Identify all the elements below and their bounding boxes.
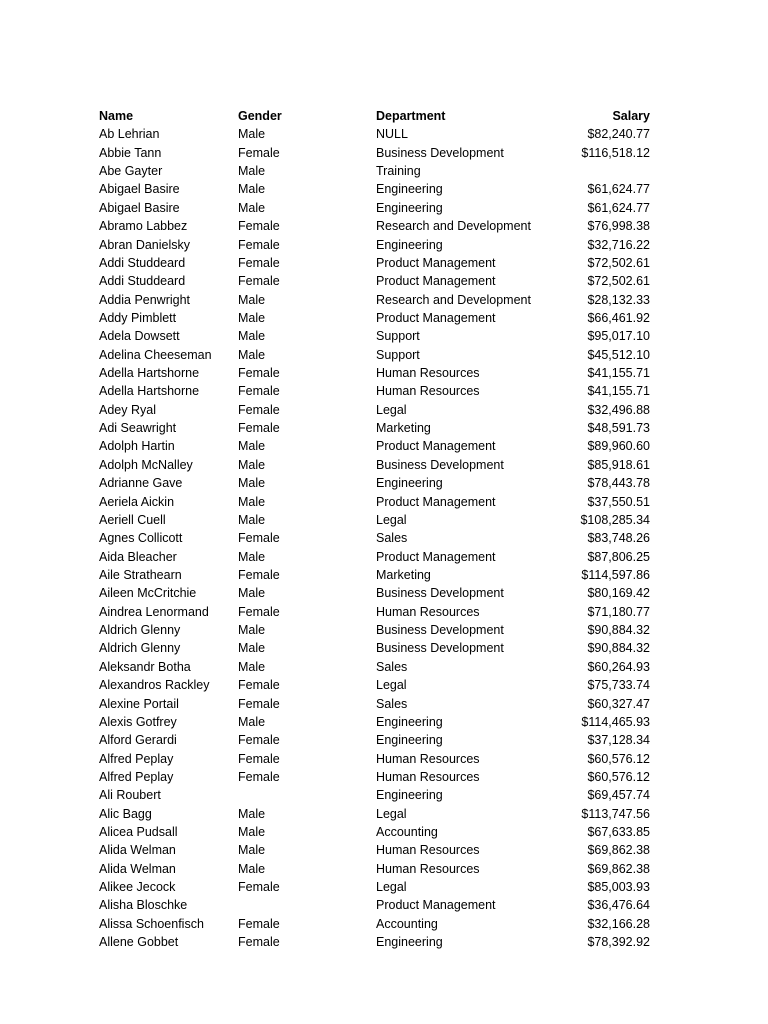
cell-salary: $114,597.86 bbox=[581, 567, 650, 582]
table-row bbox=[99, 768, 659, 786]
table-row bbox=[99, 437, 659, 455]
cell-salary: $37,128.34 bbox=[587, 733, 650, 748]
table-row bbox=[99, 309, 659, 327]
cell-name: Alfred Peplay bbox=[99, 769, 174, 784]
cell-salary: $66,461.92 bbox=[587, 310, 650, 325]
table-row bbox=[99, 291, 659, 309]
cell-salary: $83,748.26 bbox=[587, 531, 650, 546]
cell-salary: $90,884.32 bbox=[587, 641, 650, 656]
cell-department: Engineering bbox=[376, 237, 443, 252]
cell-name: Adolph Hartin bbox=[99, 439, 175, 454]
cell-salary: $69,862.38 bbox=[587, 861, 650, 876]
table-row bbox=[99, 566, 659, 584]
cell-salary: $60,327.47 bbox=[587, 696, 650, 711]
cell-salary: $71,180.77 bbox=[587, 604, 650, 619]
cell-gender: Female bbox=[238, 531, 280, 546]
cell-salary: $60,576.12 bbox=[587, 751, 650, 766]
table-row bbox=[99, 217, 659, 235]
cell-salary: $60,264.93 bbox=[587, 659, 650, 674]
cell-name: Addi Studdeard bbox=[99, 255, 186, 270]
cell-department: Product Management bbox=[376, 439, 496, 454]
cell-name: Abran Danielsky bbox=[99, 237, 191, 252]
cell-gender: Female bbox=[238, 916, 280, 931]
table-row bbox=[99, 878, 659, 896]
cell-salary: $32,166.28 bbox=[587, 916, 650, 931]
cell-department: Product Management bbox=[376, 898, 496, 913]
cell-salary: $45,512.10 bbox=[587, 347, 650, 362]
cell-gender: Male bbox=[238, 512, 266, 527]
table-row bbox=[99, 493, 659, 511]
cell-gender: Female bbox=[238, 237, 280, 252]
cell-salary: $116,518.12 bbox=[581, 145, 650, 160]
table-row bbox=[99, 327, 659, 345]
table-row bbox=[99, 731, 659, 749]
cell-salary: $85,003.93 bbox=[587, 880, 650, 895]
table-row bbox=[99, 639, 659, 657]
cell-salary: $89,960.60 bbox=[587, 439, 650, 454]
table-row bbox=[99, 401, 659, 419]
cell-name: Aldrich Glenny bbox=[99, 641, 181, 656]
cell-department: Product Management bbox=[376, 255, 496, 270]
cell-salary: $41,155.71 bbox=[587, 366, 650, 381]
cell-gender: Male bbox=[238, 861, 266, 876]
cell-salary: $69,457.74 bbox=[587, 788, 650, 803]
table-row bbox=[99, 144, 659, 162]
cell-name: Adella Hartshorne bbox=[99, 366, 200, 381]
cell-salary: $69,862.38 bbox=[587, 843, 650, 858]
cell-salary: $48,591.73 bbox=[587, 421, 650, 436]
cell-name: Addi Studdeard bbox=[99, 274, 186, 289]
table-row bbox=[99, 548, 659, 566]
cell-name: Aeriela Aickin bbox=[99, 494, 175, 509]
cell-gender: Female bbox=[238, 219, 280, 234]
cell-department: Human Resources bbox=[376, 366, 480, 381]
cell-name: Alissa Schoenfisch bbox=[99, 916, 204, 931]
cell-gender: Female bbox=[238, 935, 280, 950]
cell-name: Adelina Cheeseman bbox=[99, 347, 212, 362]
cell-gender: Male bbox=[238, 586, 266, 601]
cell-name: Adolph McNalley bbox=[99, 457, 193, 472]
cell-name: Aleksandr Botha bbox=[99, 659, 191, 674]
cell-gender: Female bbox=[238, 751, 280, 766]
cell-department: Human Resources bbox=[376, 769, 480, 784]
cell-name: Alikee Jecock bbox=[99, 880, 176, 895]
cell-department: Engineering bbox=[376, 182, 443, 197]
cell-name: Abigael Basire bbox=[99, 200, 180, 215]
cell-department: Engineering bbox=[376, 476, 443, 491]
cell-gender: Male bbox=[238, 549, 266, 564]
cell-name: Aile Strathearn bbox=[99, 567, 182, 582]
cell-name: Alisha Bloschke bbox=[99, 898, 188, 913]
cell-name: Alic Bagg bbox=[99, 806, 152, 821]
cell-gender: Female bbox=[238, 274, 280, 289]
cell-department: Business Development bbox=[376, 623, 504, 638]
table-row bbox=[99, 896, 659, 914]
table-row bbox=[99, 695, 659, 713]
cell-department: Legal bbox=[376, 806, 407, 821]
table-row bbox=[99, 419, 659, 437]
table-row bbox=[99, 915, 659, 933]
cell-department: Human Resources bbox=[376, 384, 480, 399]
cell-gender: Female bbox=[238, 366, 280, 381]
cell-gender: Female bbox=[238, 678, 280, 693]
cell-gender: Male bbox=[238, 843, 266, 858]
cell-salary: $95,017.10 bbox=[587, 329, 650, 344]
cell-gender: Female bbox=[238, 145, 280, 160]
cell-department: Business Development bbox=[376, 586, 504, 601]
cell-name: Abigael Basire bbox=[99, 182, 180, 197]
cell-gender: Male bbox=[238, 182, 266, 197]
cell-name: Ali Roubert bbox=[99, 788, 161, 803]
cell-department: Product Management bbox=[376, 310, 496, 325]
table-row bbox=[99, 621, 659, 639]
cell-salary: $41,155.71 bbox=[587, 384, 650, 399]
table-row bbox=[99, 382, 659, 400]
cell-department: Product Management bbox=[376, 549, 496, 564]
cell-salary: $36,476.64 bbox=[587, 898, 650, 913]
cell-department: Marketing bbox=[376, 567, 431, 582]
cell-department: Engineering bbox=[376, 935, 443, 950]
column-header-salary: Salary bbox=[612, 109, 650, 123]
cell-name: Alida Welman bbox=[99, 861, 176, 876]
cell-name: Addia Penwright bbox=[99, 292, 191, 307]
table-row bbox=[99, 786, 659, 804]
cell-name: Alexandros Rackley bbox=[99, 678, 210, 693]
cell-name: Alford Gerardi bbox=[99, 733, 177, 748]
cell-gender: Female bbox=[238, 567, 280, 582]
cell-salary: $61,624.77 bbox=[587, 200, 650, 215]
cell-name: Aldrich Glenny bbox=[99, 623, 181, 638]
employee-table bbox=[99, 107, 659, 952]
cell-salary: $67,633.85 bbox=[587, 825, 650, 840]
column-header-gender: Gender bbox=[238, 109, 282, 123]
cell-salary: $28,132.33 bbox=[587, 292, 650, 307]
cell-gender: Female bbox=[238, 402, 280, 417]
cell-department: Human Resources bbox=[376, 861, 480, 876]
cell-salary: $90,884.32 bbox=[587, 623, 650, 638]
cell-gender: Male bbox=[238, 714, 266, 729]
cell-name: Adey Ryal bbox=[99, 402, 156, 417]
cell-department: Accounting bbox=[376, 825, 438, 840]
cell-department: Business Development bbox=[376, 457, 504, 472]
cell-department: Sales bbox=[376, 531, 408, 546]
table-row bbox=[99, 511, 659, 529]
cell-name: Alexine Portail bbox=[99, 696, 179, 711]
table-row bbox=[99, 860, 659, 878]
cell-gender: Female bbox=[238, 604, 280, 619]
cell-gender: Male bbox=[238, 476, 266, 491]
cell-gender: Male bbox=[238, 200, 266, 215]
table-row bbox=[99, 346, 659, 364]
cell-department: Human Resources bbox=[376, 604, 480, 619]
cell-salary: $82,240.77 bbox=[587, 127, 650, 142]
table-body bbox=[99, 125, 659, 951]
table-row bbox=[99, 658, 659, 676]
cell-name: Adella Hartshorne bbox=[99, 384, 200, 399]
cell-name: Adela Dowsett bbox=[99, 329, 180, 344]
cell-gender: Male bbox=[238, 806, 266, 821]
table-row bbox=[99, 529, 659, 547]
cell-gender: Female bbox=[238, 384, 280, 399]
cell-gender: Female bbox=[238, 880, 280, 895]
column-header-name: Name bbox=[99, 109, 134, 123]
table-row bbox=[99, 841, 659, 859]
cell-salary: $60,576.12 bbox=[587, 769, 650, 784]
cell-department: Product Management bbox=[376, 274, 496, 289]
cell-department: NULL bbox=[376, 127, 408, 142]
table-row bbox=[99, 676, 659, 694]
table-row bbox=[99, 823, 659, 841]
cell-department: Legal bbox=[376, 402, 407, 417]
cell-name: Abbie Tann bbox=[99, 145, 162, 160]
table-row bbox=[99, 236, 659, 254]
cell-salary: $87,806.25 bbox=[587, 549, 650, 564]
table-row bbox=[99, 456, 659, 474]
cell-name: Aida Bleacher bbox=[99, 549, 177, 564]
cell-gender: Female bbox=[238, 733, 280, 748]
cell-gender: Male bbox=[238, 310, 266, 325]
cell-department: Engineering bbox=[376, 788, 443, 803]
cell-department: Business Development bbox=[376, 145, 504, 160]
cell-department: Legal bbox=[376, 512, 407, 527]
cell-salary: $32,496.88 bbox=[587, 402, 650, 417]
cell-department: Accounting bbox=[376, 916, 438, 931]
cell-department: Business Development bbox=[376, 641, 504, 656]
cell-salary: $78,443.78 bbox=[587, 476, 650, 491]
cell-gender: Male bbox=[238, 659, 266, 674]
cell-department: Legal bbox=[376, 678, 407, 693]
cell-salary: $78,392.92 bbox=[587, 935, 650, 950]
table-row bbox=[99, 750, 659, 768]
cell-gender: Male bbox=[238, 329, 266, 344]
cell-name: Allene Gobbet bbox=[99, 935, 179, 950]
cell-gender: Male bbox=[238, 641, 266, 656]
cell-department: Human Resources bbox=[376, 843, 480, 858]
cell-gender: Male bbox=[238, 494, 266, 509]
cell-gender: Female bbox=[238, 255, 280, 270]
table-row bbox=[99, 584, 659, 602]
cell-salary: $61,624.77 bbox=[587, 182, 650, 197]
cell-salary: $108,285.34 bbox=[580, 512, 650, 527]
cell-department: Support bbox=[376, 347, 420, 362]
table-row bbox=[99, 199, 659, 217]
cell-department: Engineering bbox=[376, 733, 443, 748]
cell-salary: $114,465.93 bbox=[581, 714, 650, 729]
cell-salary: $80,169.42 bbox=[587, 586, 650, 601]
cell-department: Sales bbox=[376, 659, 408, 674]
table-row bbox=[99, 364, 659, 382]
cell-department: Research and Development bbox=[376, 292, 531, 307]
cell-name: Ab Lehrian bbox=[99, 127, 160, 142]
cell-salary: $72,502.61 bbox=[587, 255, 650, 270]
cell-department: Legal bbox=[376, 880, 407, 895]
cell-gender: Female bbox=[238, 769, 280, 784]
cell-department: Research and Development bbox=[376, 219, 531, 234]
cell-name: Abramo Labbez bbox=[99, 219, 188, 234]
cell-gender: Male bbox=[238, 347, 266, 362]
cell-gender: Female bbox=[238, 421, 280, 436]
cell-name: Alfred Peplay bbox=[99, 751, 174, 766]
cell-gender: Male bbox=[238, 292, 266, 307]
cell-name: Addy Pimblett bbox=[99, 310, 177, 325]
cell-gender: Male bbox=[238, 825, 266, 840]
cell-department: Engineering bbox=[376, 200, 443, 215]
cell-department: Product Management bbox=[376, 494, 496, 509]
table-row bbox=[99, 474, 659, 492]
cell-salary: $76,998.38 bbox=[587, 219, 650, 234]
cell-name: Aindrea Lenormand bbox=[99, 604, 209, 619]
cell-department: Support bbox=[376, 329, 420, 344]
cell-name: Alicea Pudsall bbox=[99, 825, 178, 840]
cell-name: Alida Welman bbox=[99, 843, 176, 858]
cell-name: Adrianne Gave bbox=[99, 476, 183, 491]
table-row bbox=[99, 603, 659, 621]
table-row bbox=[99, 933, 659, 951]
cell-department: Training bbox=[376, 164, 421, 179]
table-header-row bbox=[99, 107, 659, 125]
table-row bbox=[99, 254, 659, 272]
cell-name: Aeriell Cuell bbox=[99, 512, 166, 527]
cell-gender: Male bbox=[238, 164, 266, 179]
cell-salary: $113,747.56 bbox=[581, 806, 650, 821]
table-row bbox=[99, 162, 659, 180]
table-row bbox=[99, 272, 659, 290]
table-row bbox=[99, 125, 659, 143]
table-row bbox=[99, 713, 659, 731]
cell-salary: $37,550.51 bbox=[587, 494, 650, 509]
cell-salary: $32,716.22 bbox=[587, 237, 650, 252]
cell-gender: Male bbox=[238, 623, 266, 638]
table-row bbox=[99, 180, 659, 198]
cell-salary: $72,502.61 bbox=[587, 274, 650, 289]
cell-name: Adi Seawright bbox=[99, 421, 177, 436]
column-header-department: Department bbox=[376, 109, 446, 123]
cell-salary: $85,918.61 bbox=[587, 457, 650, 472]
cell-gender: Male bbox=[238, 439, 266, 454]
table-row bbox=[99, 805, 659, 823]
cell-gender: Male bbox=[238, 457, 266, 472]
cell-department: Marketing bbox=[376, 421, 431, 436]
cell-department: Engineering bbox=[376, 714, 443, 729]
cell-name: Alexis Gotfrey bbox=[99, 714, 177, 729]
cell-gender: Male bbox=[238, 127, 266, 142]
cell-department: Human Resources bbox=[376, 751, 480, 766]
cell-salary: $75,733.74 bbox=[587, 678, 650, 693]
cell-department: Sales bbox=[376, 696, 408, 711]
cell-name: Agnes Collicott bbox=[99, 531, 183, 546]
cell-name: Aileen McCritchie bbox=[99, 586, 197, 601]
cell-name: Abe Gayter bbox=[99, 164, 163, 179]
cell-gender: Female bbox=[238, 696, 280, 711]
